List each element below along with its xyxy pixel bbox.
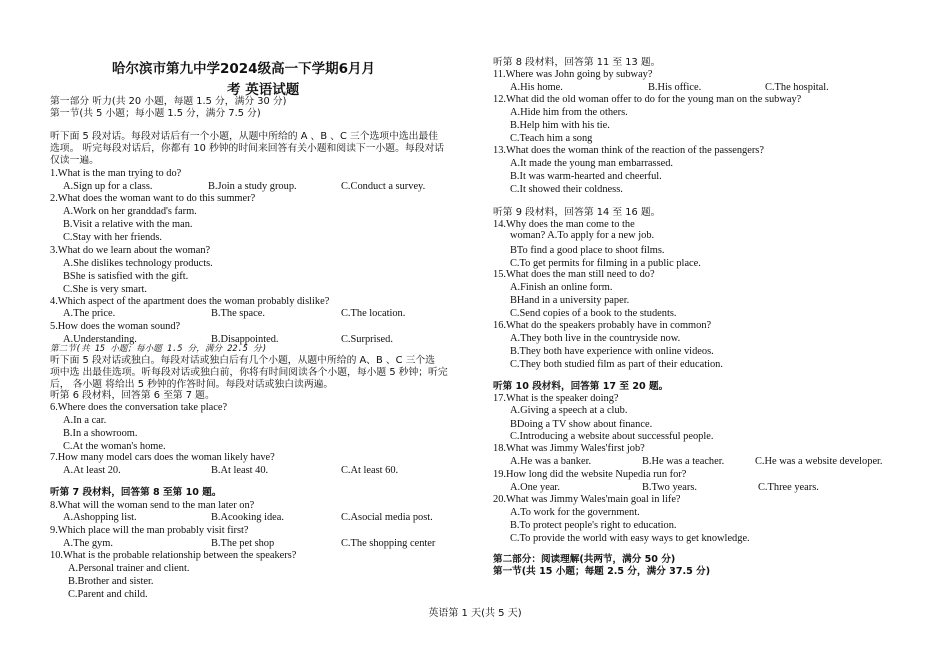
question-17: 17.What is the speaker doing? (493, 393, 619, 404)
part2-heading: 第二部分：阅读理解(共两节，满分 50 分) (493, 554, 676, 565)
page-footer: 英语第 1 天(共 5 天) (428, 608, 522, 619)
option-c: C.Stay with her friends. (63, 232, 162, 243)
option-a: woman? A.To apply for a new job. (510, 230, 655, 241)
option-c: C.Three years. (758, 482, 819, 493)
option-a: A.Understanding. (63, 334, 137, 345)
option-b: B.Acooking idea. (211, 512, 285, 523)
option-c: C.Asocial media post. (341, 512, 433, 523)
option-c: C.Conduct a survey. (341, 181, 426, 192)
option-a: A.Sign up for a class. (63, 181, 153, 192)
option-a: A.They both live in the countryside now. (510, 333, 681, 344)
option-c: C.The hospital. (765, 82, 829, 93)
option-a: A.To work for the government. (510, 507, 640, 518)
page-title-line2: 考 英语试题 (227, 82, 300, 98)
question-6: 6.Where does the conversation take place? (50, 402, 228, 413)
option-b: B.They both have experience with online videos. (510, 346, 714, 357)
option-c: C.It showed their coldness. (510, 184, 623, 195)
option-b: B.His office. (648, 82, 702, 93)
option-b: BHand in a university paper. (510, 295, 630, 306)
option-c: C.Surprised. (341, 334, 393, 345)
instruction-line: 项中选 出最佳选项。听每段对话或独白前，你将有时间阅读各个小题，每小题 5 秒钟；听完 (50, 367, 448, 378)
option-b: B.Disappointed. (211, 334, 279, 345)
option-c: C.Parent and child. (68, 589, 148, 600)
question-11: 11.Where was John going by subway? (493, 69, 653, 80)
question-12: 12.What did the old woman offer to do for the young man on the subway? (493, 94, 802, 105)
option-b: B.Join a study group. (208, 181, 297, 192)
option-b: B.The space. (211, 308, 265, 319)
question-16: 16.What do the speakers probably have in common? (493, 320, 712, 331)
option-b: B.He was a teacher. (642, 456, 725, 467)
question-1: 1.What is the man trying to do? (50, 168, 182, 179)
option-a: A.The gym. (63, 538, 113, 549)
question-19: 19.How long did the website Nupedia run for? (493, 469, 687, 480)
option-b: BTo find a good place to shoot films. (510, 245, 665, 256)
question-15: 15.What does the man still need to do? (493, 269, 655, 280)
option-c: C.He was a website developer. (755, 456, 883, 467)
option-b: B.At least 40. (211, 465, 269, 476)
question-10: 10.What is the probable relationship between the speakers? (50, 550, 297, 561)
option-b: BDoing a TV show about finance. (510, 419, 653, 430)
option-a: A.She dislikes technology products. (63, 258, 213, 269)
option-a: A.Ashopping list. (63, 512, 137, 523)
option-c: C.They both studied film as part of their education. (510, 359, 723, 370)
question-8: 8.What will the woman send to the man later on? (50, 500, 255, 511)
option-b: B.Brother and sister. (68, 576, 154, 587)
option-b: B.It was warm-hearted and cheerful. (510, 171, 662, 182)
option-c: C.At the woman's home. (63, 441, 166, 452)
option-a: A.In a car. (63, 415, 107, 426)
option-a: A.Finish an online form. (510, 282, 613, 293)
option-c: C.She is very smart. (63, 284, 147, 295)
material-heading: 听第 8 段材料，回答第 11 至 13 题。 (493, 57, 661, 68)
question-14: 14.Why does the man come to the (493, 219, 635, 230)
option-c: C.Introducing a website about successful people. (510, 431, 714, 442)
question-4: 4.Which aspect of the apartment does the woman probably dislike? (50, 296, 330, 307)
option-a: A.At least 20. (63, 465, 121, 476)
question-5: 5.How does the woman sound? (50, 321, 181, 332)
option-a: A.It made the young man embarrassed. (510, 158, 674, 169)
option-a: A.His home. (510, 82, 563, 93)
option-c: C.Teach him a song (510, 133, 593, 144)
instruction-line: 后， 各小题 将给出 5 秒钟的作答时间。每段对话或独白读两遍。 (50, 379, 334, 390)
option-c: C.To provide the world with easy ways to get knowledge. (510, 533, 750, 544)
option-a: A.Work on her granddad's farm. (63, 206, 197, 217)
section2-heading: 第二节(共 15 小题；每小题 1.5 分，满分 22.5 分) (50, 344, 267, 354)
option-a: A.Personal trainer and client. (68, 563, 190, 574)
option-b: B.In a showroom. (63, 428, 138, 439)
question-9: 9.Which place will the man probably visit first? (50, 525, 249, 536)
material-heading: 听第 6 段材料，回答第 6 至第 7 题。 (50, 390, 215, 401)
option-c: C.To get permits for filming in a public place. (510, 258, 701, 269)
question-13: 13.What does the woman think of the reaction of the passengers? (493, 145, 764, 156)
instruction-line: 仅读一遍。 (50, 155, 99, 166)
material-heading: 听第 9 段材料，回答第 14 至 16 题。 (493, 207, 661, 218)
material-heading: 听第 7 段材料，回答第 8 至第 10 题。 (50, 487, 222, 498)
instruction-line: 选项。 听完每段对话后，你都有 10 秒钟的时间来回答有关小题和阅读下一小题。每段对话 (50, 143, 445, 154)
option-b: B.Help him with his tie. (510, 120, 610, 131)
option-b: B.Two years. (642, 482, 697, 493)
section1-heading: 第一节(共 5 小题；每小题 1.5 分，满分 7.5 分) (50, 108, 261, 119)
option-c: C.The shopping center (341, 538, 436, 549)
option-a: A.One year. (510, 482, 560, 493)
material-heading: 听第 10 段材料，回答第 17 至 20 题。 (493, 381, 669, 392)
option-c: C.Send copies of a book to the students. (510, 308, 677, 319)
option-a: A.Hide him from the others. (510, 107, 628, 118)
part1-heading: 第一部分 听力(共 20 小题，每题 1.5 分，满分 30 分) (50, 96, 287, 107)
question-20: 20.What was Jimmy Wales'main goal in life? (493, 494, 681, 505)
question-18: 18.What was Jimmy Wales'first job? (493, 443, 645, 454)
option-a: A.The price. (63, 308, 116, 319)
option-a: A.He was a banker. (510, 456, 592, 467)
option-c: C.At least 60. (341, 465, 399, 476)
page-title-line1: 哈尔滨市第九中学2024级高一下学期6月月 (112, 61, 375, 77)
instruction-line: 听下面 5 段对话或独白。每段对话或独白后有几个小题，从题中所给的 A、B 、C 三个选 (50, 355, 435, 366)
instruction-line: 听下面 5 段对话。每段对话后有一个小题，从题中所给的 A 、B 、C 三个选项中选出最佳 (50, 131, 439, 142)
option-b: B.Visit a relative with the man. (63, 219, 193, 230)
question-3: 3.What do we learn about the woman? (50, 245, 211, 256)
option-b: B.To protect people's right to education. (510, 520, 677, 531)
option-b: BShe is satisfied with the gift. (63, 271, 189, 282)
question-2: 2.What does the woman want to do this summer? (50, 193, 256, 204)
option-a: A.Giving a speech at a club. (510, 405, 628, 416)
question-7: 7.How many model cars does the woman likely have? (50, 452, 275, 463)
option-b: B.The pet shop (211, 538, 275, 549)
option-c: C.The location. (341, 308, 406, 319)
part2-section1-heading: 第一节(共 15 小题；每题 2.5 分，满分 37.5 分) (493, 566, 711, 577)
